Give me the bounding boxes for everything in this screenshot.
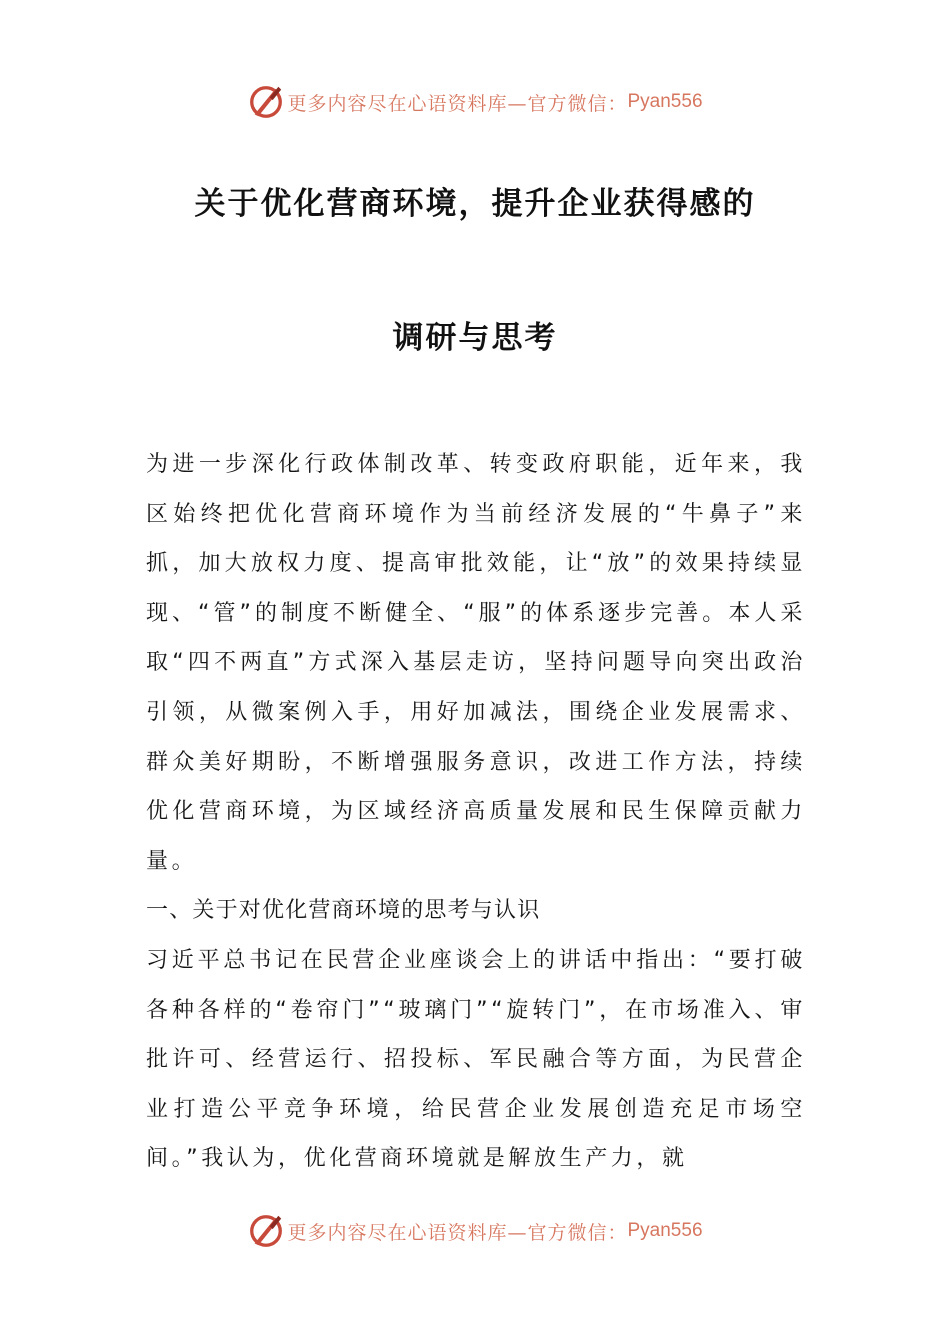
watermark-wechat-id: Pyan556 <box>627 1220 703 1241</box>
watermark-text: 更多内容尽在心语资料库—官方微信： <box>287 1221 628 1244</box>
header-watermark <box>0 82 950 122</box>
paragraph-intro: 为进一步深化行政体制改革、转变政府职能，近年来，我区始终把优化营商环境作为当前经济发展的“牛鼻子”来抓，加大放权力度、提高审批效能，让“放”的效果持续显现、“管”的制度不断健全、“服”的体系逐步完善。本人采取“四不两直”方式深入基层走访，坚持问题导向突出政治引领，从微案例入手，用好加减法，围绕企业发展需求、群众美好期盼，不断增强服务意识，改进工作方法，持续优化营商环境，为区域经济高质量发展和民生保障贡献力量。 <box>146 452 806 874</box>
footer-watermark <box>0 1211 950 1251</box>
document-title-line2: 调研与思考 <box>392 320 558 356</box>
section-heading: 一、关于对优化营商环境的思考与认识 <box>146 898 541 924</box>
quill-logo-icon <box>247 1212 285 1250</box>
document-title-line1: 关于优化营商环境，提升企业获得感的 <box>194 186 756 222</box>
document-body <box>146 440 806 1184</box>
quill-logo-icon <box>247 83 285 121</box>
watermark-text: 更多内容尽在心语资料库—官方微信： <box>287 92 628 115</box>
paragraph-quote: 习近平总书记在民营企业座谈会上的讲话中指出：“要打破各种各样的“卷帘门”“玻璃门”“旋转门”，在市场准入、审批许可、经营运行、招投标、军民融合等方面，为民营企业打造公平竞争环境，给民营企业发展创造充足市场空间。”我认为，优化营商环境就是解放生产力，就 <box>146 947 806 1172</box>
watermark-wechat-id: Pyan556 <box>627 91 703 112</box>
